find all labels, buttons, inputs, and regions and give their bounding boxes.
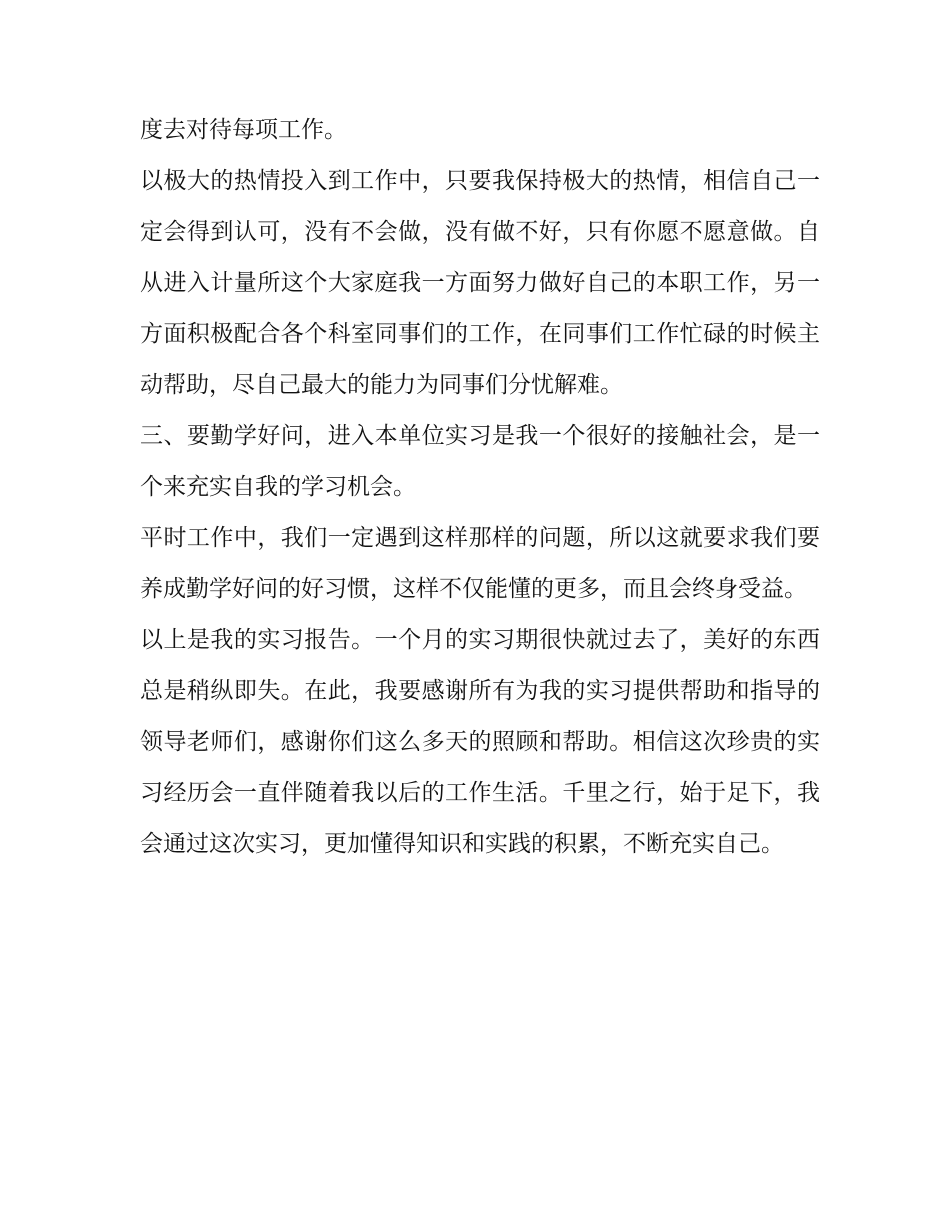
- paragraph-enthusiasm: 以极大的热情投入到工作中，只要我保持极大的热情，相信自己一定会得到认可，没有不会做，没有做不好，只有你愿不愿意做。自从进入计量所这个大家庭我一方面努力做好自己的本职工作，另一方面积极配合各个科室同事们的工作，在同事们工作忙碌的时候主动帮助，尽自己最大的能力为同事们分忧解难。: [140, 168, 820, 398]
- document-body: [140, 105, 820, 870]
- paragraph-section-three-heading: 三、要勤学好问，进入本单位实习是我一个很好的接触社会，是一个来充实自我的学习机会。: [140, 423, 820, 500]
- paragraph-conclusion: 以上是我的实习报告。一个月的实习期很快就过去了，美好的东西总是稍纵即失。在此，我要感谢所有为我的实习提供帮助和指导的领导老师们，感谢你们这么多天的照顾和帮助。相信这次珍贵的实习经历会一直伴随着我以后的工作生活。千里之行，始于足下，我会通过这次实习，更加懂得知识和实践的积累，不断充实自己。: [140, 627, 820, 857]
- paragraph-continuation: 度去对待每项工作。: [140, 117, 347, 143]
- paragraph-learning-habits: 平时工作中，我们一定遇到这样那样的问题，所以这就要求我们要养成勤学好问的好习惯，这样不仅能懂的更多，而且会终身受益。: [140, 525, 820, 602]
